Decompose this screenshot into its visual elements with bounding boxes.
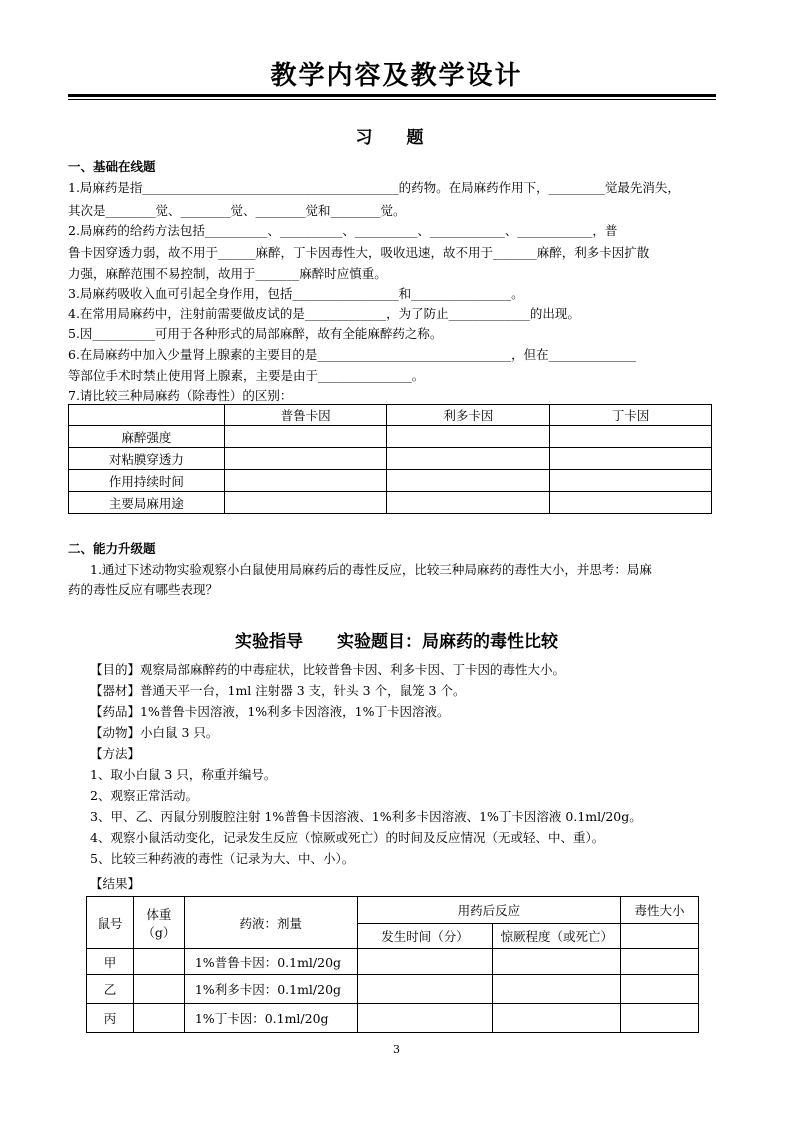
table-header-cell: 丁卡因 (550, 405, 712, 426)
experiment-line: 2、观察正常活动。 (90, 788, 198, 803)
row-label: 麻醉强度 (69, 426, 225, 448)
header-reaction: 用药后反应 (357, 897, 621, 924)
question-line: 其次是________觉、________觉、________觉和________觉。 (68, 203, 406, 218)
table-cell (493, 949, 621, 975)
page-number: 3 (393, 1043, 400, 1056)
table-cell (133, 949, 184, 975)
table-row (69, 470, 712, 492)
table-header-cell: 普鲁卡因 (224, 405, 387, 426)
experiment-line: 【动物】小白鼠 3 只。 (90, 725, 219, 740)
table-cell (621, 975, 699, 1004)
table-cell (357, 1004, 493, 1033)
table-cell (621, 924, 699, 949)
header-rule-thick (68, 94, 716, 97)
experiment-line: 5、比较三种药液的毒性（记录为大、中、小）。 (90, 851, 355, 866)
table-cell (133, 975, 184, 1004)
table-header-cell (69, 405, 225, 426)
experiment-line: 【方法】 (90, 746, 141, 761)
question-line: 2.局麻药的给药方法包括__________、__________、__________、____________、____________，普 (68, 223, 618, 238)
header-rule-thin (68, 99, 716, 100)
question-line: 4.在常用局麻药中，注射前需要做皮试的是_____________，为了防止_____________的出现。 (68, 306, 580, 321)
table-cell (493, 975, 621, 1004)
experiment-line: 1、取小白鼠 3 只，称重并编号。 (90, 767, 277, 782)
drug-cell: 1%普鲁卡因：0.1ml/20g (184, 949, 357, 975)
table-row (87, 1004, 699, 1033)
experiment-line: 【药品】1%普鲁卡因溶液，1%利多卡因溶液，1%丁卡因溶液。 (90, 704, 450, 719)
table-cell (550, 448, 712, 470)
table-cell (387, 492, 550, 514)
table-cell (550, 426, 712, 448)
table-row (69, 492, 712, 514)
question-line: 鲁卡因穿透力弱，故不用于______麻醉，丁卡因毒性大，吸收迅速，故不用于_______麻醉，利多卡因扩散 (68, 245, 650, 260)
section-basic-heading: 一、基础在线题 (68, 159, 156, 174)
table-cell (550, 470, 712, 492)
table-header-cell: 利多卡因 (387, 405, 550, 426)
header-drug: 药液：剂量 (184, 897, 357, 949)
table-row (87, 975, 699, 1004)
question-line: 药的毒性反应有哪些表现？ (68, 582, 219, 597)
table-row (69, 426, 712, 448)
table-cell (224, 448, 387, 470)
table-cell (493, 1004, 621, 1033)
experiment-line: 3、甲、乙、丙鼠分别腹腔注射 1%普鲁卡因溶液、1%利多卡因溶液、1%丁卡因溶液 0.1ml/20g。 (90, 809, 642, 824)
experiment-line: 4、观察小鼠活动变化，记录发生反应（惊厥或死亡）的时间及反应情况（无或轻、中、重）。 (90, 830, 605, 845)
table-cell (224, 426, 387, 448)
table-cell (550, 492, 712, 514)
header-time: 发生时间（分） (357, 924, 493, 949)
table-cell (224, 492, 387, 514)
experiment-line: 【器材】普通天平一台，1ml 注射器 3 支，针头 3 个，鼠笼 3 个。 (90, 683, 466, 698)
mouse-cell: 乙 (87, 975, 134, 1004)
comparison-table (68, 404, 712, 514)
experiment-line: 【目的】观察局部麻醉药的中毒症状，比较普鲁卡因、利多卡因、丁卡因的毒性大小。 (90, 662, 566, 677)
header-mouse: 鼠号 (87, 897, 134, 949)
table-cell (387, 448, 550, 470)
header-weight (133, 897, 184, 949)
question-line: 7.请比较三种局麻药（除毒性）的区别： (68, 388, 293, 403)
table-cell (621, 1004, 699, 1033)
mouse-cell: 丙 (87, 1004, 134, 1033)
drug-cell: 1%丁卡因：0.1ml/20g (184, 1004, 357, 1033)
result-label: 【结果】 (90, 876, 141, 891)
mouse-cell: 甲 (87, 949, 134, 975)
header-degree: 惊厥程度（或死亡） (493, 924, 621, 949)
table-cell (133, 1004, 184, 1033)
table-cell (357, 975, 493, 1004)
table-cell (387, 470, 550, 492)
table-cell (224, 470, 387, 492)
header-toxicity: 毒性大小 (621, 897, 699, 924)
header-weight-unit: （g） (142, 924, 176, 940)
question-line: 1.局麻药是指_________________________________________的药物。在局麻药作用下，_________觉最先消失， (68, 180, 680, 195)
header-weight-label: 体重 (146, 906, 172, 922)
row-label: 作用持续时间 (69, 470, 225, 492)
section-advanced-heading: 二、能力升级题 (68, 541, 156, 556)
exercise-title: 习 题 (355, 128, 438, 148)
question-line: 力强，麻醉范围不易控制，故用于_______麻醉时应慎重。 (68, 266, 387, 281)
table-cell (621, 949, 699, 975)
question-line: 5.因__________可用于各种形式的局部麻醉，故有全能麻醉药之称。 (68, 326, 443, 341)
drug-cell: 1%利多卡因：0.1ml/20g (184, 975, 357, 1004)
page-header-title: 教学内容及教学设计 (270, 61, 523, 91)
experiment-title: 实验指导 实验题目：局麻药的毒性比较 (235, 632, 558, 652)
row-label: 对粘膜穿透力 (69, 448, 225, 470)
table-cell (387, 426, 550, 448)
table-header-row (87, 897, 699, 924)
table-cell (357, 949, 493, 975)
question-line: 3.局麻药吸收入血可引起全身作用，包括_________________和________________。 (68, 286, 524, 301)
row-label: 主要局麻用途 (69, 492, 225, 514)
table-row (87, 949, 699, 975)
question-line: 6.在局麻药中加入少量肾上腺素的主要目的是_______________________________，但在______________ (68, 347, 637, 362)
result-table (86, 896, 699, 1033)
table-header-row (69, 405, 712, 426)
table-row (69, 448, 712, 470)
question-line: 等部位手术时禁止使用肾上腺素，主要是由于_______________。 (68, 368, 425, 383)
question-line: 1.通过下述动物实验观察小白鼠使用局麻药后的毒性反应，比较三种局麻药的毒性大小，并思考：局麻 (90, 562, 652, 577)
